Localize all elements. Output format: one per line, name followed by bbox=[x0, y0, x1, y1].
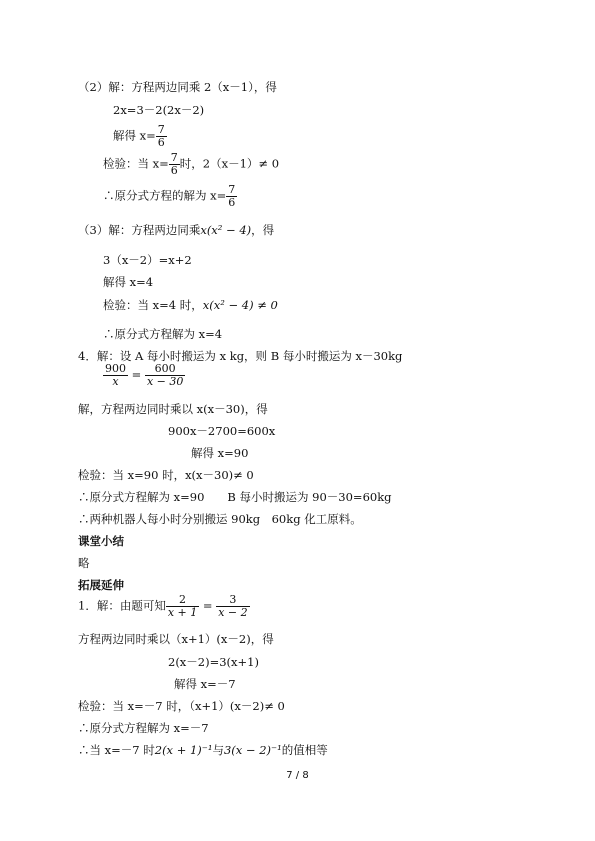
line-ext-check: 检验：当 x=－7 时，（x+1）(x－2)≠ 0 bbox=[78, 699, 285, 713]
line-part2-result: 解得 x= $\frac{7}{6}$ bbox=[113, 123, 165, 149]
fraction: $\frac{900}{x}$ bbox=[105, 362, 126, 388]
line-ext-answer: ∴当 x=－7 时2(x + 1)⁻¹与3(x − 2)⁻¹的值相等 bbox=[78, 743, 328, 757]
line-part3-equation: 3（x－2）=x+2 bbox=[103, 253, 192, 267]
line-q4-answer: ∴两种机器人每小时分别搬运 90kg 60kg 化工原料。 bbox=[78, 512, 362, 526]
line-q4-equation: 900x－2700=600x bbox=[168, 424, 276, 438]
line-ext-result: 解得 x=－7 bbox=[174, 677, 236, 691]
page-number: 7 / 8 bbox=[286, 770, 309, 781]
line-part2-check: 检验：当 x= $\frac{7}{6}$ 时，2（x－1）≠ 0 bbox=[103, 151, 280, 177]
fraction: $\frac{7}{6}$ bbox=[157, 123, 165, 149]
line-summary-omitted: 略 bbox=[78, 556, 90, 570]
fraction: $\frac{7}{6}$ bbox=[170, 151, 178, 177]
line-part3-solve: （3）解：方程两边同乘x(x² − 4)，得 bbox=[78, 223, 275, 237]
line-part3-result: 解得 x=4 bbox=[103, 275, 154, 289]
heading-class-summary: 课堂小结 bbox=[78, 534, 124, 548]
line-q4-result: 解得 x=90 bbox=[191, 446, 249, 460]
line-q4-setup: 4．解：设 A 每小时搬运为 x kg，则 B 每小时搬运为 x－30kg bbox=[78, 349, 403, 363]
line-q4-conclusion: ∴原分式方程解为 x=90 B 每小时搬运为 90－30=60kg bbox=[78, 490, 392, 504]
fraction: $\frac{600}{x - 30}$ bbox=[146, 362, 184, 388]
line-part2-solve: （2）解：方程两边同乘 2（x－1），得 bbox=[78, 80, 277, 94]
line-ext-multiply: 方程两边同时乘以（x+1）(x－2)，得 bbox=[78, 632, 274, 646]
line-part2-conclusion: ∴原分式方程的解为 x= $\frac{7}{6}$ bbox=[103, 183, 236, 209]
line-part2-equation: 2x=3－2(2x－2) bbox=[113, 103, 205, 117]
line-part3-check: 检验：当 x=4 时，x(x² − 4) ≠ 0 bbox=[103, 298, 278, 312]
fraction: $\frac{2}{x + 1}$ bbox=[167, 593, 198, 619]
line-q4-check: 检验：当 x=90 时，x(x－30)≠ 0 bbox=[78, 468, 254, 482]
fraction: $\frac{3}{x - 2}$ bbox=[218, 593, 248, 619]
line-q4-multiply: 解，方程两边同时乘以 x(x－30)，得 bbox=[78, 402, 268, 416]
heading-extension: 拓展延伸 bbox=[78, 578, 124, 592]
fraction: $\frac{7}{6}$ bbox=[228, 183, 236, 209]
line-ext-conclusion: ∴原分式方程解为 x=－7 bbox=[78, 721, 209, 735]
line-ext-given: 1．解：由题可知 $\frac{2}{x + 1}$ = $\frac{3}{x - 2}$ bbox=[78, 593, 248, 619]
line-q4-fraction-equation: $\frac{900}{x}$ = $\frac{600}{x - 30}$ bbox=[105, 362, 184, 388]
line-ext-equation: 2(x－2)=3(x+1) bbox=[168, 655, 259, 669]
line-part3-conclusion: ∴原分式方程解为 x=4 bbox=[103, 327, 223, 341]
